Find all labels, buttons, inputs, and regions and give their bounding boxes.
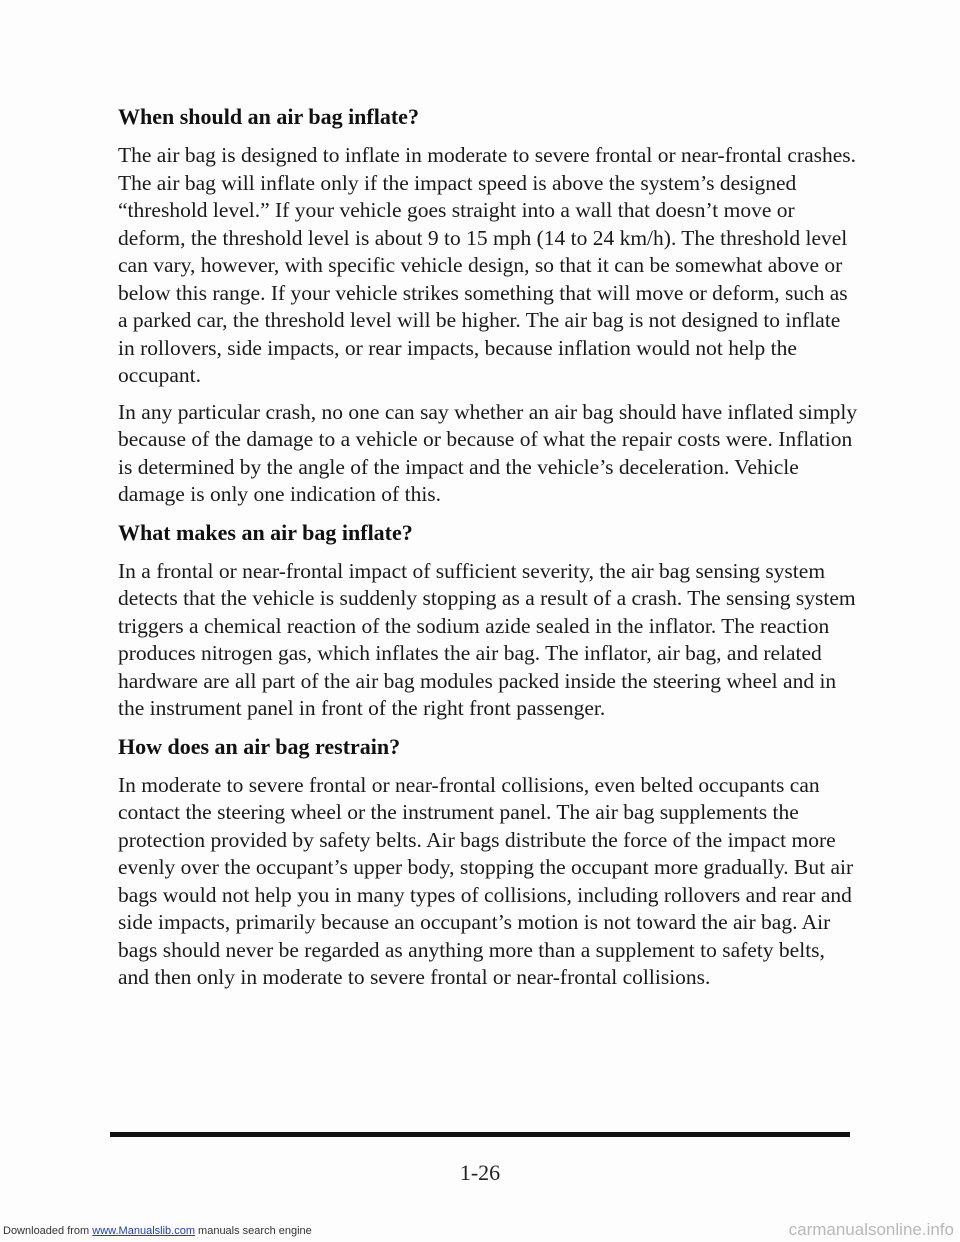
paragraph: In any particular crash, no one can say whether an air bag should have inflated simply because of the damage to a vehicle or because of what the repair costs were. Inflation is determined by the angle of the impact and the vehicle’s deceleration. Vehicle damage is only one indication of this.	[118, 399, 858, 506]
section-heading: When should an air bag inflate?	[118, 104, 419, 129]
section-inflate-what	[118, 518, 858, 723]
paragraph: In a frontal or near-frontal impact of sufficient severity, the air bag sensing system detects that the vehicle is suddenly stopping as a result of a crash. The sensing system triggers a chemical reaction of the sodium azide sealed in the inflator. The reaction produces nitrogen gas, which inflates the air bag. The inflator, air bag, and related hardware are all part of the air bag modules packed inside the steering wheel and in the instrument panel in front of the right front passenger.	[118, 558, 856, 720]
download-source-footer	[3, 1225, 312, 1238]
footer-prefix: Downloaded from	[3, 1225, 93, 1237]
paragraph: In moderate to severe frontal or near-frontal collisions, even belted occupants can contact the steering wheel or the instrument panel. The air bag supplements the protection provided by safety belts. Air bags distribute the force of the impact more evenly over the occupant’s upper body, stopping the occupant more gradually. But air bags would not help you in many types of collisions, including rollovers and rear and side impacts, primarily because an occupant’s motion is not toward the air bag. Air bags should never be regarded as anything more than a supplement to safety belts, and then only in moderate to severe frontal or near-frontal collisions.	[118, 772, 854, 989]
section-heading: How does an air bag restrain?	[118, 733, 401, 759]
paragraph: The air bag is designed to inflate in moderate to severe frontal or near-frontal crashes. The air bag will inflate only if the impact speed is above the system’s designed “threshold level.” If your vehicle goes straight into a wall that doesn’t move or deform, the threshold level is about 9 to 15 mph (14 to 24 km/h). The threshold level can vary, however, with specific vehicle design, so that it can be somewhat above or below this range. If your vehicle strikes something that will move or deform, such as a parked car, the threshold level will be higher. The air bag is not designed to inflate in rollovers, side impacts, or rear impacts, because inflation would not help the occupant.	[118, 143, 857, 387]
footer-suffix: manuals search engine	[194, 1225, 312, 1237]
page-number: 1-26	[459, 1160, 501, 1185]
watermark-text: carmanualsonline.info	[788, 1220, 954, 1239]
footer-divider	[110, 1132, 850, 1137]
section-inflate-when	[118, 102, 858, 509]
section-restrain-how	[118, 732, 858, 992]
manualslib-link[interactable]: www.Manualslib.com	[92, 1225, 195, 1237]
section-heading: What makes an air bag inflate?	[118, 519, 413, 545]
page-content	[118, 102, 858, 1001]
